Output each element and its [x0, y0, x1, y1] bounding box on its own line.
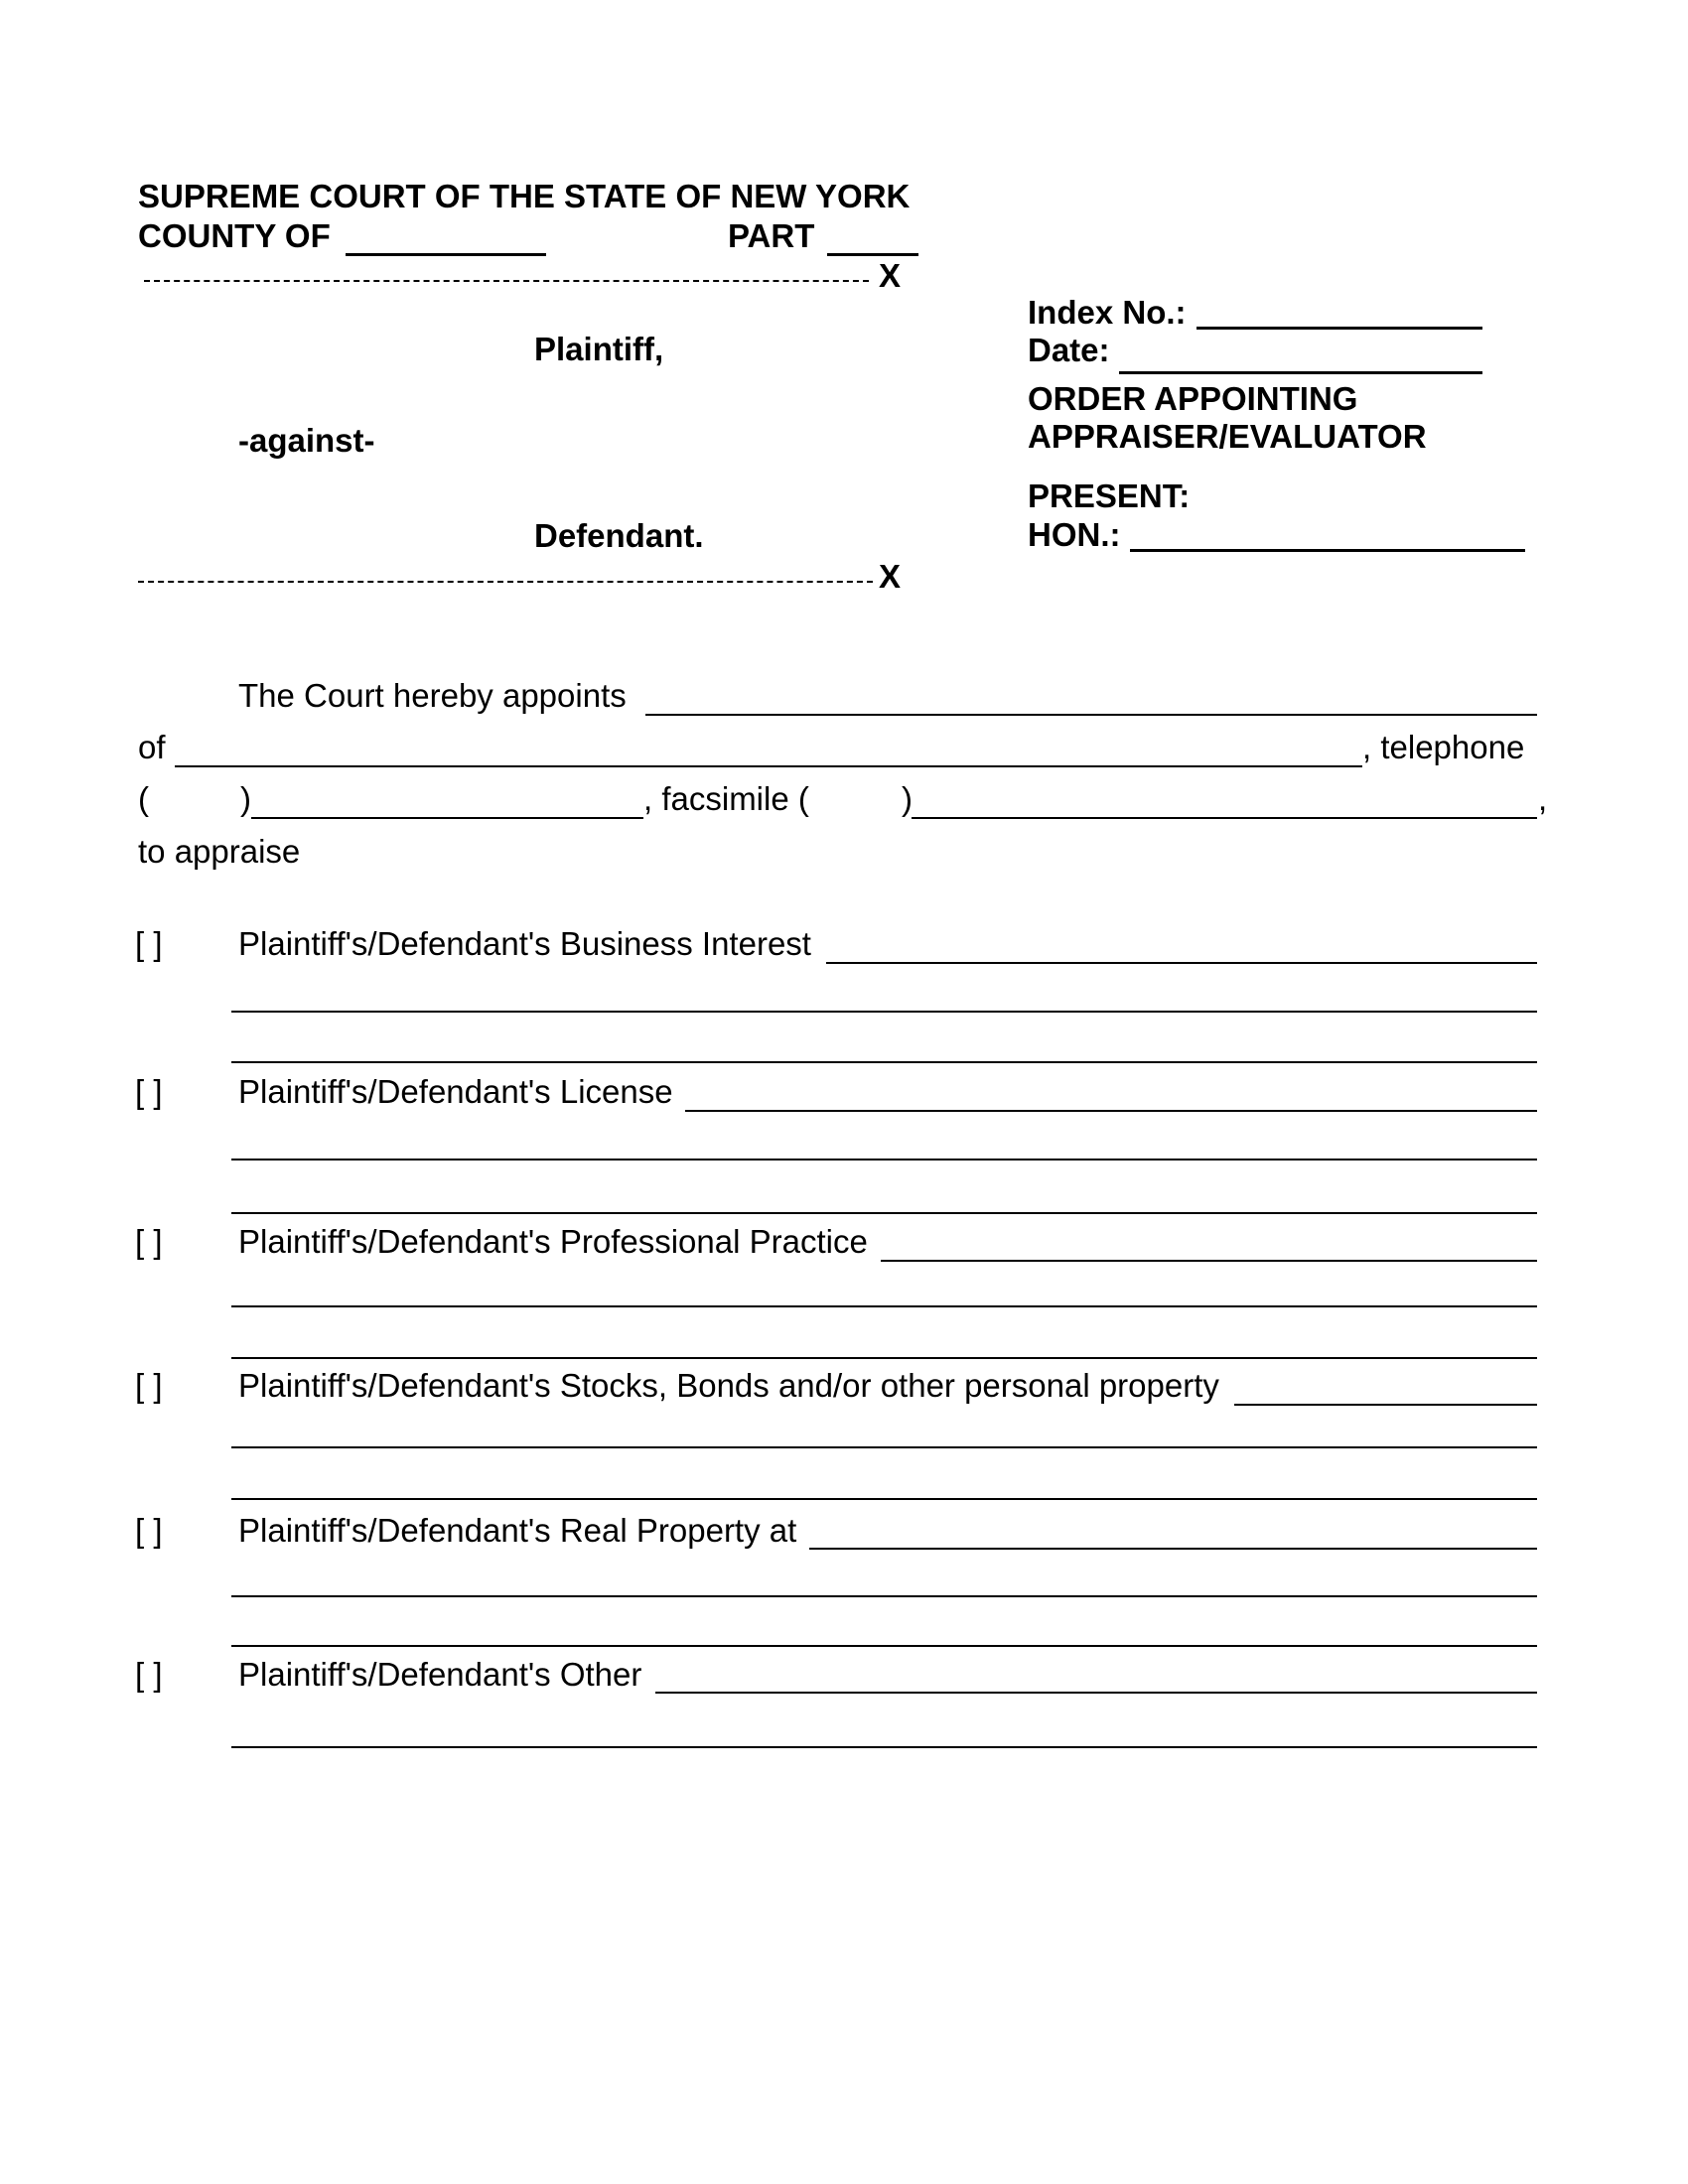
- caption-top-x: X: [879, 257, 902, 294]
- item-label-stocks-bonds: Plaintiff's/Defendant's Stocks, Bonds and/or other personal property: [238, 1367, 1219, 1404]
- item-blank-real-property-1[interactable]: [809, 1548, 1537, 1550]
- item-blank-stocks-bonds-1[interactable]: [1234, 1404, 1537, 1406]
- item-blank-stocks-bonds-3[interactable]: [231, 1498, 1537, 1500]
- appointee-address-blank[interactable]: [175, 765, 1362, 767]
- to-appraise-text: to appraise: [138, 833, 301, 870]
- checkbox-other[interactable]: [ ]: [135, 1656, 163, 1693]
- checkbox-license[interactable]: [ ]: [135, 1073, 163, 1110]
- phone-area-close: ): [240, 780, 251, 817]
- item-blank-license-3[interactable]: [231, 1212, 1537, 1214]
- phone-area-open: (: [138, 780, 149, 817]
- checkbox-business-interest[interactable]: [ ]: [135, 925, 163, 962]
- checkbox-real-property[interactable]: [ ]: [135, 1512, 163, 1549]
- item-label-professional-practice: Plaintiff's/Defendant's Professional Practice: [238, 1223, 868, 1260]
- judge-name-blank[interactable]: [1130, 549, 1525, 552]
- item-blank-other-2[interactable]: [231, 1746, 1537, 1748]
- appointee-name-blank[interactable]: [645, 714, 1537, 716]
- caption-bottom-divider: [138, 581, 873, 583]
- item-blank-real-property-2[interactable]: [231, 1595, 1537, 1597]
- item-blank-stocks-bonds-2[interactable]: [231, 1446, 1537, 1448]
- item-label-other: Plaintiff's/Defendant's Other: [238, 1656, 642, 1693]
- item-blank-license-1[interactable]: [685, 1110, 1537, 1112]
- line-end-comma: ,: [1538, 780, 1548, 817]
- checkbox-professional-practice[interactable]: [ ]: [135, 1223, 163, 1260]
- order-title-line1: ORDER APPOINTING: [1028, 380, 1358, 417]
- item-label-business-interest: Plaintiff's/Defendant's Business Interest: [238, 925, 811, 962]
- facsimile-number-blank[interactable]: [912, 817, 1537, 819]
- present-label: PRESENT:: [1028, 478, 1191, 514]
- appoints-text: The Court hereby appoints: [238, 677, 627, 714]
- part-label: PART: [728, 217, 815, 254]
- checkbox-stocks-bonds[interactable]: [ ]: [135, 1367, 163, 1404]
- item-blank-license-2[interactable]: [231, 1159, 1537, 1160]
- index-no-label: Index No.:: [1028, 294, 1187, 331]
- of-label: of: [138, 729, 166, 765]
- facsimile-label: , facsimile (: [643, 780, 809, 817]
- date-label: Date:: [1028, 332, 1110, 368]
- caption-bottom-x: X: [879, 558, 902, 595]
- defendant-label: Defendant.: [534, 517, 704, 554]
- item-blank-real-property-3[interactable]: [231, 1645, 1537, 1647]
- item-blank-professional-practice-2[interactable]: [231, 1305, 1537, 1307]
- item-label-license: Plaintiff's/Defendant's License: [238, 1073, 673, 1110]
- county-blank[interactable]: [346, 253, 546, 256]
- item-blank-professional-practice-3[interactable]: [231, 1357, 1537, 1359]
- item-label-real-property: Plaintiff's/Defendant's Real Property at: [238, 1512, 797, 1549]
- county-label: COUNTY OF: [138, 217, 331, 254]
- hon-label: HON.:: [1028, 516, 1121, 553]
- index-no-blank[interactable]: [1196, 327, 1482, 330]
- order-title-line2: APPRAISER/EVALUATOR: [1028, 418, 1427, 455]
- date-blank[interactable]: [1119, 371, 1482, 374]
- item-blank-other-1[interactable]: [655, 1692, 1537, 1694]
- caption-top-divider: [144, 280, 869, 282]
- fax-area-close: ): [902, 780, 913, 817]
- part-blank[interactable]: [827, 253, 918, 256]
- item-blank-business-interest-2[interactable]: [231, 1011, 1537, 1013]
- court-title: SUPREME COURT OF THE STATE OF NEW YORK: [138, 178, 911, 214]
- plaintiff-label: Plaintiff,: [534, 331, 664, 367]
- telephone-number-blank[interactable]: [251, 817, 643, 819]
- telephone-label: , telephone: [1362, 729, 1525, 765]
- against-label: -against-: [238, 422, 375, 459]
- item-blank-business-interest-1[interactable]: [826, 962, 1537, 964]
- item-blank-professional-practice-1[interactable]: [881, 1260, 1537, 1262]
- item-blank-business-interest-3[interactable]: [231, 1061, 1537, 1063]
